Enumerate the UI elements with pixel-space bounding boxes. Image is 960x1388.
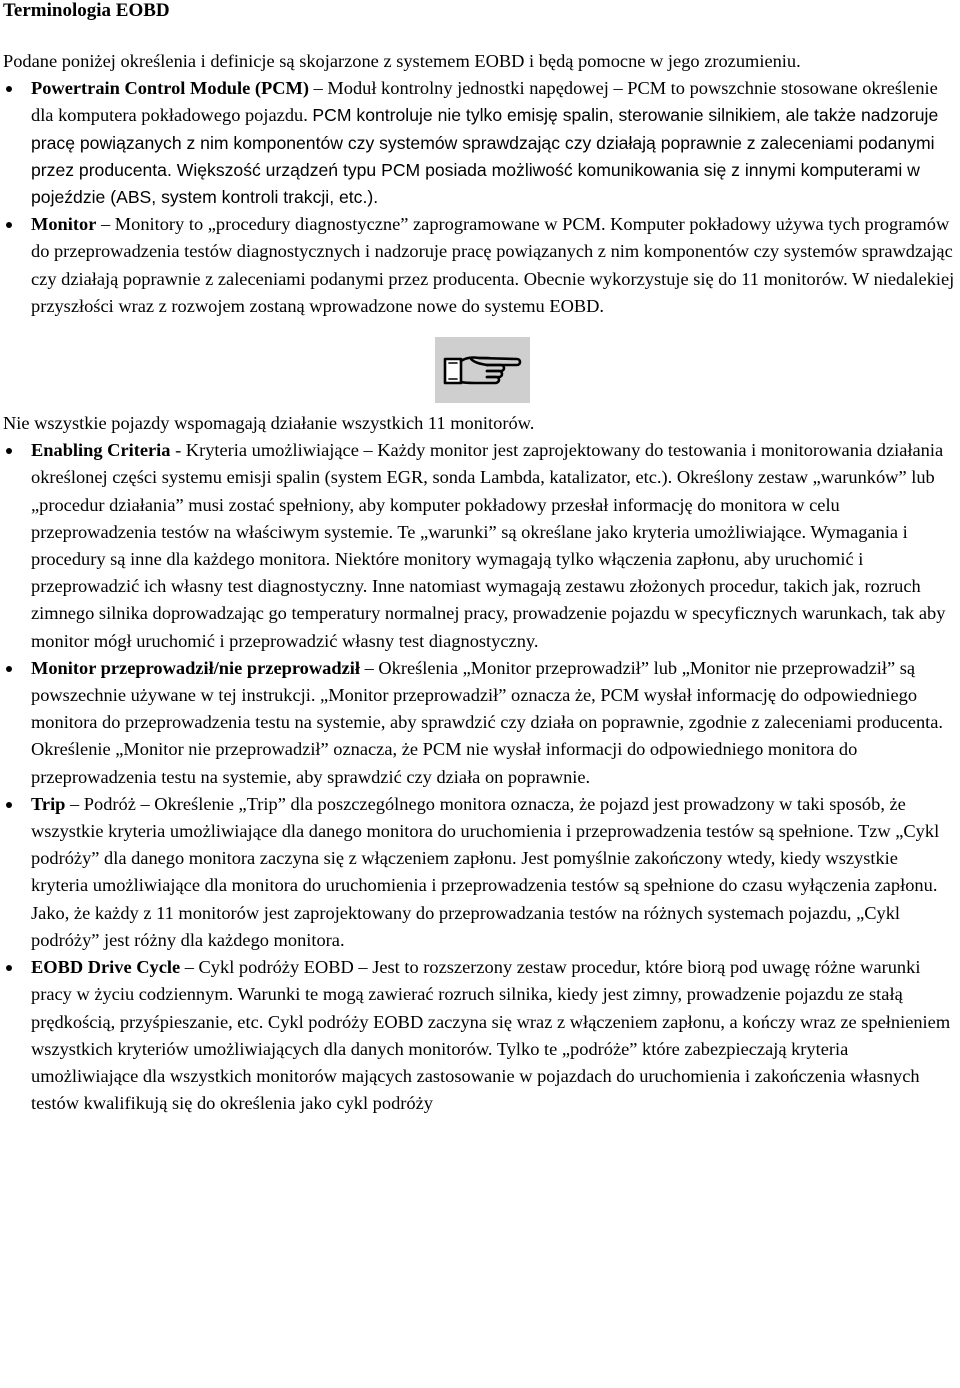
definition-pcm-serif: – Moduł kontrolny jednostki napędowej – PCM to powszchnie stosowane określenie dla komputera pokładowego pojazdu. [31,78,938,126]
list-item-trip [3,791,957,954]
definition-list-1 [3,75,957,320]
term-drive-cycle: EOBD Drive Cycle [31,957,181,978]
definition-enabling-criteria: - Kryteria umożliwiające – Każdy monitor jest zaprojektowany do testowania i monitorowania działania określonej części systemu emisji spalin (system EGR, sonda Lambda, katalizator, etc.). Określony zestaw „warunków” lub „procedur działania” musi zostać spełniony, aby komputer pokładowy przesłał informację do monitora w celu przeprowadzenia testów na właściwym systemie. Te „warunki” są określane jako kryteria umożliwiające. Wymagania i procedury są inne dla każdego monitora. Niektóre monitory wymagają tylko włączenia zapłonu, aby uruchomić i przeprowadzić ich własny test diagnostyczny. Inne natomiast wymagają zestawu złożonych procedur, takich jak, rozruch zimnego silnika doprowadzając go temperatury normalnej pracy, prowadzenie pojazdu w specyficznych warunkach, tak aby monitor mógł uruchomić i przeprowadzić własny test diagnostyczny. [31,440,946,651]
definition-drive-cycle: – Cykl podróży EOBD – Jest to rozszerzony zestaw procedur, które biorą pod uwagę różne warunki pracy w życiu codziennym. Warunki te mogą zawierać rozruch silnika, kiedy jest zimny, prowadzenie pojazdu ze stałą prędkością, przyśpieszanie, etc. Cykl podróży EOBD zaczyna się wraz z włączeniem zapłonu, a kończy wraz ze spełnieniem wszystkich kryteriów umożliwiających dla danych monitorów. Tylko te „podróże” które zabezpieczają kryteria umożliwiające dla wszystkich monitorów mających zastosowanie w pojazdach do uruchomienia i zakończenia własnych testów kwalifikują się do określenia jako cykl podróży [31,957,951,1114]
list-item-enabling-criteria [3,437,957,655]
bullet-icon [6,965,12,971]
definition-monitor: – Monitory to „procedury diagnostyczne” zaprogramowane w PCM. Komputer pokładowy używa tych programów do przeprowadzenia testów diagnostycznych i nadzoruje pracę powiązanych z nim komponentów czy systemów sprawdzając czy działają poprawnie z zaleceniami podanymi przez producenta. Obecnie wykorzystuje się do 11 monitorów. W niedalekiej przyszłości wraz z rozwojem zostaną wprowadzone nowe do systemu EOBD. [31,214,955,316]
note-text: Nie wszystkie pojazdy wspomagają działanie wszystkich 11 monitorów. [3,413,535,434]
bullet-icon [6,448,12,454]
term-monitor-ran: Monitor przeprowadził/nie przeprowadził [31,657,360,678]
bullet-icon [6,802,12,808]
document-page [3,0,957,1117]
definition-monitor-ran: – Określenia „Monitor przeprowadził” lub „Monitor nie przeprowadził” są powszechnie używane w tej instrukcji. „Monitor przeprowadził” oznacza że, PCM wysłał informację do odpowiedniego monitora do przeprowadzenia testu na systemie, aby sprawdzić czy działa on poprawnie, zgodnie z zaleceniami producenta. Określenie „Monitor nie przeprowadził” oznacza, że PCM nie wysłał informacji do odpowiedniego monitora do przeprowadzenia testu na systemie, aby sprawdzić czy działa on poprawnie. [31,657,944,787]
bullet-icon [6,86,12,92]
list-item-drive-cycle [3,954,957,1117]
list-item-pcm [3,75,957,211]
page-title: Terminologia EOBD [3,0,170,21]
term-monitor: Monitor [31,214,97,235]
list-item-monitor [3,211,957,320]
definition-list-2 [3,437,957,1117]
bullet-icon [6,222,12,228]
term-pcm: Powertrain Control Module (PCM) [31,78,310,99]
note-icon-box [435,337,530,403]
list-item-monitor-ran [3,655,957,791]
term-trip: Trip [31,793,66,814]
bullet-icon [6,666,12,672]
definition-trip: – Podróż – Określenie „Trip” dla poszczególnego monitora oznacza, że pojazd jest prowadzony w taki sposób, że wszystkie kryteria umożliwiające dla danego monitora do uruchomienia i przeprowadzenia testów są spełnione. Tzw „Cykl podróży” dla danego monitora zaczyna się z włączeniem zapłonu. Jest pomyślnie zakończony wtedy, kiedy wszystkie kryteria umożliwiające dla monitora do uruchomienia i przeprowadzenia testów są spełnione do czasu wyłączenia zapłonu. Jako, że każdy z 11 monitorów jest zaprojektowany do przeprowadzania testów na różnych systemach pojazdu, „Cykl podróży” jest różny dla każdego monitora. [31,793,940,950]
term-enabling-criteria: Enabling Criteria [31,440,171,461]
intro-paragraph: Podane poniżej określenia i definicje są skojarzone z systemem EOBD i będą pomocne w jego zrozumieniu. [3,51,801,71]
pointing-hand-icon [441,350,525,390]
definition-pcm-sans: PCM kontroluje nie tylko emisję spalin, sterowanie silnikiem, ale także nadzoruje pracę powiązanych z nim komponentów czy systemów sprawdzając czy działają poprawnie z zaleceniami podanymi przez producenta. Większość urządzeń typu PCM posiada możliwość komunikowania się z innymi komputerami w pojeździe (ABS, system kontroli trakcji, etc.). [31,105,939,208]
